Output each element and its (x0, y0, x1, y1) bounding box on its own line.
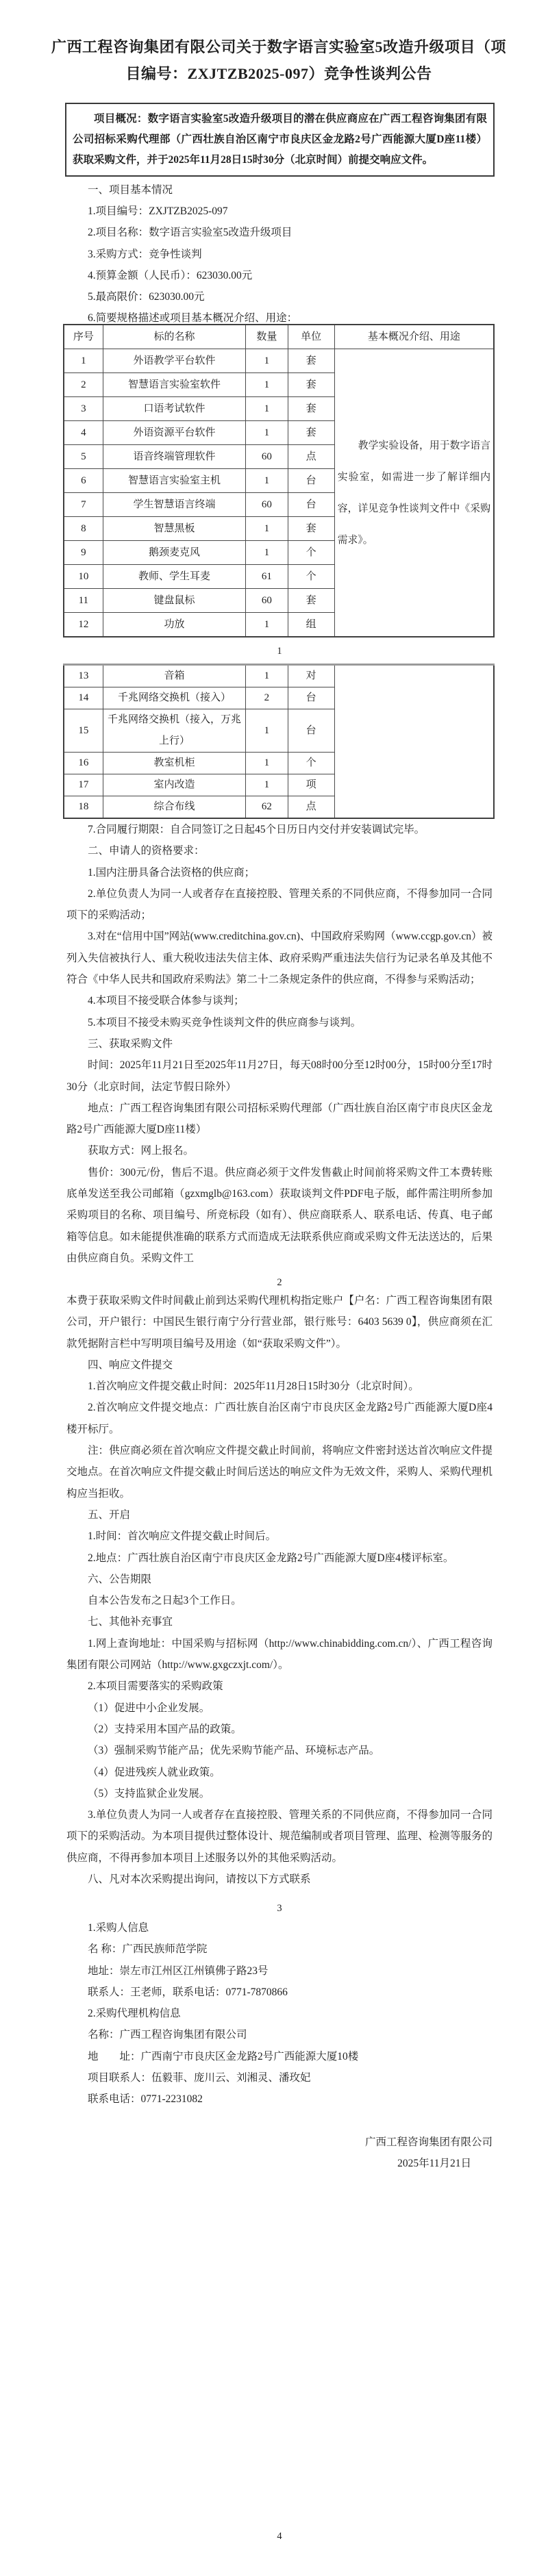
paragraph: 2.首次响应文件提交地点：广西壮族自治区南宁市良庆区金龙路2号广西能源大厦D座4楼开标厅。 (66, 1402, 493, 1435)
paragraph: 3.单位负责人为同一人或者存在直接控股、管理关系的不同供应商，不得参加同一合同项下的采购活动。为本项目提供过整体设计、规范编制或者项目管理、监理、检测等服务的供应商，不得再参加本项目上述服务以外的其他采购活动。 (66, 1809, 493, 1864)
cell-name: 外语教学平台软件 (103, 349, 246, 373)
paragraph: 三、获取采购文件 (88, 1037, 173, 1050)
cell-name: 室内改造 (103, 774, 246, 796)
paragraph: 售价：300元/份，售后不退。供应商必须于文件发售截止时间前将采购文件工本费转账底单发送至我公司邮箱（gzxmglb@163.com）获取谈判文件PDF电子版，邮件需注明所参加采购项目的名称、项目编号、所竞标段（如有）、供应商联系人、联系电话、传真、电子邮箱等信息。如未能提供准确的联系方式而造成无法联系供应商或采购文件无法送达的，后果由供应商自负。采购文件工 (66, 1166, 493, 1264)
cell-unit: 套 (288, 517, 334, 541)
cell-no: 10 (64, 565, 103, 589)
goods-table-part1-body (64, 349, 494, 637)
cell-unit: 套 (288, 421, 334, 445)
cell-name: 鹅颈麦克风 (103, 541, 246, 565)
document-header-block (0, 0, 548, 329)
paragraph: 名 称：广西民族师范学院 (88, 1943, 208, 1956)
cell-no: 1 (64, 349, 103, 373)
paragraph: 4.本项目不接受联合体参与谈判； (88, 995, 245, 1007)
cell-name: 外语资源平台软件 (103, 421, 246, 445)
cell-qty: 1 (246, 469, 288, 493)
paragraph: 联系电话：0771-2231082 (88, 2093, 203, 2106)
cell-qty: 60 (246, 589, 288, 613)
paragraph: （2）支持采用本国产品的政策。 (88, 1723, 242, 1735)
header-name: 标的名称 (103, 325, 246, 349)
paragraph: 地点：广西工程咨询集团有限公司招标采购代理部（广西壮族自治区南宁市良庆区金龙路2号广西能源大厦D座11楼） (66, 1102, 493, 1136)
paragraph: 5.本项目不接受未购买竞争性谈判文件的供应商参与谈判。 (88, 1016, 362, 1028)
paragraph: （1）促进中小企业发展。 (88, 1702, 210, 1714)
cell-qty: 1 (246, 613, 288, 637)
table-row (64, 665, 494, 687)
section1-heading: 一、项目基本情况 (88, 184, 173, 196)
signature-block (66, 2132, 493, 2175)
body-block-1 (0, 819, 548, 1269)
cell-unit: 台 (288, 709, 334, 753)
paragraph: 时间：2025年11月21日至2025年11月27日，每天08时00分至12时00分，15时00分至17时30分（北京时间，法定节假日除外） (66, 1059, 493, 1093)
page-number-3: 3 (277, 1903, 282, 1914)
cell-no: 18 (64, 796, 103, 819)
signature-date: 2025年11月21日 (397, 2157, 471, 2169)
cell-qty: 1 (246, 517, 288, 541)
cell-qty: 62 (246, 796, 288, 819)
paragraph: 注：供应商必须在首次响应文件提交截止时间前，将响应文件密封送达首次响应文件提交地点。在首次响应文件提交截止时间后送达的响应文件为无效文件，采购人、采购代理机构应当拒收。 (66, 1445, 493, 1500)
cell-no: 13 (64, 665, 103, 687)
goods-table-part1-block (0, 324, 548, 637)
description-merged-cell (334, 349, 494, 637)
paragraph: 地 址：广西南宁市良庆区金龙路2号广西能源大厦10楼 (88, 2050, 359, 2062)
description-text: 教学实验设备，用于数字语言实验室，如需进一步了解详细内容，详见竞争性谈判文件中《采购需求》。 (337, 440, 490, 546)
cell-no: 16 (64, 753, 103, 774)
goods-table-header-row (64, 325, 494, 349)
cell-qty: 1 (246, 397, 288, 421)
paragraph: 二、申请人的资格要求： (88, 845, 205, 857)
cell-unit: 个 (288, 753, 334, 774)
cell-no: 5 (64, 445, 103, 469)
goods-table-part2-body (64, 665, 494, 819)
cell-qty: 60 (246, 493, 288, 517)
cell-name: 智慧语言实验室主机 (103, 469, 246, 493)
cell-no: 4 (64, 421, 103, 445)
paragraph: 八、凡对本次采购提出询问，请按以下方式联系 (88, 1873, 311, 1886)
paragraph: 本费于获取采购文件时间截止前到达采购代理机构指定账户【户名：广西工程咨询集团有限公司，开户银行：中国民生银行南宁分行营业部，银行账号：6403 5639 0】，供应商须在汇款凭据附言栏中写明项目编号及用途（如“获取采购文件”）。 (66, 1295, 493, 1350)
contact-info-block (0, 1917, 548, 2174)
paragraph: 2.地点：广西壮族自治区南宁市良庆区金龙路2号广西能源大厦D座4楼评标室。 (88, 1552, 454, 1564)
cell-name: 键盘鼠标 (103, 589, 246, 613)
page-number-2: 2 (277, 1277, 282, 1288)
cell-name: 千兆网络交换机（接入，万兆上行） (103, 709, 246, 753)
cell-unit: 台 (288, 687, 334, 709)
paragraph: 联系人：王老师，联系电话：0771-7870866 (88, 1986, 288, 1998)
cell-unit: 点 (288, 796, 334, 819)
page-number-4: 4 (277, 2531, 282, 2542)
page-title: 广西工程咨询集团有限公司关于数字语言实验室5改造升级项目（项目编号：ZXJTZB2025-097）竞争性谈判公告 (51, 38, 506, 82)
cell-no: 6 (64, 469, 103, 493)
goods-table-part2 (63, 664, 495, 819)
paragraph: 1.首次响应文件提交截止时间：2025年11月28日15时30分（北京时间）。 (88, 1380, 419, 1393)
paragraph: 五、开启 (88, 1508, 131, 1521)
body-block-2-paragraphs (66, 1290, 493, 1890)
cell-name: 口语考试软件 (103, 397, 246, 421)
body-block-2 (0, 1290, 548, 1890)
signature-company: 广西工程咨询集团有限公司 (364, 2136, 493, 2148)
cell-name: 学生智慧语言终端 (103, 493, 246, 517)
paragraph: 2.本项目需要落实的采购政策 (88, 1680, 223, 1693)
section1-item: 2.项目名称：数字语言实验室5改造升级项目 (88, 227, 292, 239)
cell-name: 智慧语言实验室软件 (103, 373, 246, 397)
cell-qty: 1 (246, 665, 288, 687)
paragraph: 获取方式：网上报名。 (88, 1145, 195, 1157)
section1-item: 5.最高限价：623030.00元 (88, 291, 205, 303)
paragraph: 项目联系人：伍毅菲、庞川云、刘湘灵、潘玫妃 (88, 2072, 311, 2084)
cell-unit: 台 (288, 469, 334, 493)
header-no: 序号 (64, 325, 103, 349)
cell-name: 音箱 (103, 665, 246, 687)
paragraph: 地址：崇左市江州区江州镇佛子路23号 (88, 1965, 269, 1977)
cell-unit: 点 (288, 445, 334, 469)
contact-paragraphs (66, 1917, 493, 2110)
cell-qty: 1 (246, 541, 288, 565)
paragraph: 1.网上查询地址：中国采购与招标网（http://www.chinabidding.com.cn/）、广西工程咨询集团有限公司网站（http://www.gxgczxjt.com/）。 (66, 1637, 493, 1671)
project-overview-box (65, 103, 495, 177)
paragraph: 1.采购人信息 (88, 1922, 149, 1934)
cell-unit: 套 (288, 349, 334, 373)
cell-unit: 台 (288, 493, 334, 517)
cell-no: 11 (64, 589, 103, 613)
cell-unit: 组 (288, 613, 334, 637)
cell-qty: 60 (246, 445, 288, 469)
cell-no: 7 (64, 493, 103, 517)
cell-qty: 1 (246, 709, 288, 753)
paragraph: 3.对在“信用中国”网站(www.creditchina.gov.cn)、中国政府采购网（www.ccgp.gov.cn）被列入失信被执行人、重大税收违法失信主体、政府采购严重违法失信行为记录名单及其他不符合《中华人民共和国政府采购法》第二十二条规定条件的供应商，不得参与采购活动； (66, 931, 493, 986)
cell-unit: 套 (288, 397, 334, 421)
cell-qty: 1 (246, 421, 288, 445)
header-qty: 数量 (246, 325, 288, 349)
cell-name: 教室机柜 (103, 753, 246, 774)
paragraph: 1.国内注册具备合法资格的供应商； (88, 866, 256, 879)
cell-no: 2 (64, 373, 103, 397)
cell-name: 综合布线 (103, 796, 246, 819)
cell-no: 15 (64, 709, 103, 753)
cell-unit: 套 (288, 589, 334, 613)
cell-unit: 个 (288, 541, 334, 565)
cell-name: 语音终端管理软件 (103, 445, 246, 469)
cell-unit: 套 (288, 373, 334, 397)
header-unit: 单位 (288, 325, 334, 349)
cell-qty: 61 (246, 565, 288, 589)
paragraph: 自本公告发布之日起3个工作日。 (88, 1595, 242, 1607)
cell-unit: 个 (288, 565, 334, 589)
cell-no: 14 (64, 687, 103, 709)
paragraph: 2.单位负责人为同一人或者存在直接控股、管理关系的不同供应商，不得参加同一合同项下的采购活动； (66, 887, 493, 922)
table-row (64, 349, 494, 373)
cell-qty: 1 (246, 373, 288, 397)
section1-items (66, 201, 493, 329)
paragraph: 名称：广西工程咨询集团有限公司 (88, 2029, 247, 2041)
cell-no: 9 (64, 541, 103, 565)
cell-qty: 1 (246, 753, 288, 774)
body-block-1-paragraphs (66, 819, 493, 1269)
paragraph: 六、公告期限 (88, 1573, 152, 1585)
cell-unit: 对 (288, 665, 334, 687)
paragraph: （5）支持监狱企业发展。 (88, 1787, 210, 1800)
paragraph: 2.采购代理机构信息 (88, 2008, 181, 2020)
cell-qty: 1 (246, 774, 288, 796)
section1-item: 1.项目编号：ZXJTZB2025-097 (88, 205, 228, 217)
page-number-1: 1 (277, 646, 282, 657)
paragraph: 四、响应文件提交 (88, 1359, 173, 1371)
paragraph: （4）促进残疾人就业政策。 (88, 1766, 221, 1778)
cell-name: 教师、学生耳麦 (103, 565, 246, 589)
paragraph: （3）强制采购节能产品；优先采购节能产品、环境标志产品。 (88, 1745, 380, 1757)
goods-table-part2-block (0, 664, 548, 819)
cell-no: 8 (64, 517, 103, 541)
project-overview-text: 项目概况：数字语言实验室5改造升级项目的潜在供应商应在广西工程咨询集团有限公司招标采购代理部（广西壮族自治区南宁市良庆区金龙路2号广西能源大厦D座11楼）获取采购文件，并于2025年11月28日15时30分（北京时间）前提交响应文件。 (73, 113, 487, 166)
cell-no: 17 (64, 774, 103, 796)
paragraph: 7.合同履行期限：自合同签订之日起45个日历日内交付并安装调试完毕。 (88, 824, 425, 835)
cell-unit: 项 (288, 774, 334, 796)
cell-name: 千兆网络交换机（接入） (103, 687, 246, 709)
section1-item: 3.采购方式：竞争性谈判 (88, 248, 202, 260)
cell-name: 功放 (103, 613, 246, 637)
cell-no: 12 (64, 613, 103, 637)
cell-qty: 2 (246, 687, 288, 709)
goods-table-part1 (63, 324, 495, 637)
cell-no: 3 (64, 397, 103, 421)
paragraph: 1.时间：首次响应文件提交截止时间后。 (88, 1530, 277, 1543)
paragraph: 七、其他补充事宜 (88, 1616, 173, 1628)
cell-name: 智慧黑板 (103, 517, 246, 541)
section1-item: 4.预算金额（人民币）：623030.00元 (88, 269, 253, 281)
section1-item: 6.简要规格描述或项目基本概况介绍、用途： (88, 312, 298, 325)
description-merged-cell (334, 665, 494, 819)
cell-qty: 1 (246, 349, 288, 373)
header-desc: 基本概况介绍、用途 (334, 325, 494, 349)
